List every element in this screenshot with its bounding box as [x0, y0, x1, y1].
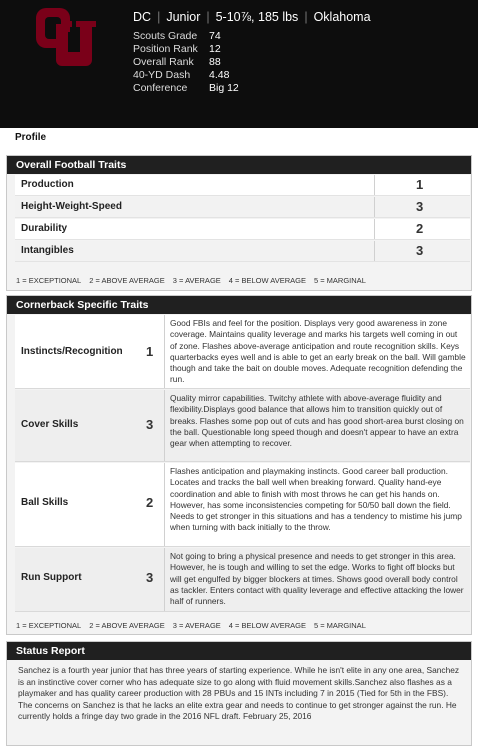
trait-name: Intangibles — [21, 245, 74, 256]
trait-row-height-weight-speed — [15, 197, 470, 218]
stat-label-scouts-grade: Scouts Grade — [133, 30, 198, 42]
separator: | — [157, 10, 161, 24]
cb-row-cover-skills — [15, 390, 470, 462]
grade-legend — [16, 621, 374, 630]
tab-underline — [0, 148, 478, 150]
cb-trait-description: Good FBIs and feel for the position. Displays very good awareness in zone coverage. Maintains quality leverage and marks his targets well coming in out of zone. Flashes above-average anticipation and route recognition skills. Keys quarterbacks eyes well and is able to get an early break on the ball. Will gamble though and take the bait on double moves. Adequate recognition defending the run. — [170, 318, 466, 385]
cb-trait-score: 3 — [146, 417, 154, 432]
trait-row-production — [15, 175, 470, 196]
trait-row-durability — [15, 219, 470, 240]
separator: | — [206, 10, 210, 24]
player-class: Junior — [166, 10, 201, 24]
cb-trait-score: 2 — [146, 495, 154, 510]
trait-name: Durability — [21, 223, 68, 234]
column-divider — [374, 241, 375, 261]
trait-row-intangibles — [15, 241, 470, 262]
legend-item: 2 = ABOVE AVERAGE — [89, 621, 165, 630]
legend-item: 5 = MARGINAL — [313, 276, 366, 285]
trait-name: Height-Weight-Speed — [21, 201, 122, 212]
stat-value-scouts-grade: 74 — [209, 30, 221, 42]
legend-item: 1 = EXCEPTIONAL — [16, 276, 82, 285]
trait-score: 1 — [416, 177, 424, 192]
cornerback-traits-title: Cornerback Specific Traits — [7, 296, 471, 314]
column-divider — [374, 197, 375, 217]
legend-item: 3 = AVERAGE — [172, 621, 221, 630]
column-divider — [164, 390, 165, 461]
player-summary — [133, 10, 371, 24]
legend-item: 5 = MARGINAL — [313, 621, 366, 630]
trait-score: 3 — [416, 243, 424, 258]
tab-profile[interactable]: Profile — [7, 128, 54, 148]
stat-value-40yd-dash: 4.48 — [209, 69, 230, 81]
cb-trait-name: Instincts/Recognition — [21, 346, 123, 357]
trait-score: 3 — [416, 199, 424, 214]
cb-trait-name: Cover Skills — [21, 419, 79, 430]
cb-trait-score: 3 — [146, 570, 154, 585]
legend-item: 3 = AVERAGE — [172, 276, 221, 285]
legend-item: 2 = ABOVE AVERAGE — [89, 276, 165, 285]
cb-row-instincts — [15, 315, 470, 389]
column-divider — [164, 463, 165, 546]
stat-label-40yd-dash: 40-YD Dash — [133, 69, 191, 81]
tab-conversation[interactable]: Conversation — [61, 132, 125, 143]
player-school: Oklahoma — [313, 10, 371, 24]
legend-item: 1 = EXCEPTIONAL — [16, 621, 82, 630]
column-divider — [374, 219, 375, 239]
player-header — [0, 0, 478, 128]
separator: | — [304, 10, 308, 24]
legend-item: 4 = BELOW AVERAGE — [228, 276, 306, 285]
cb-trait-name: Run Support — [21, 572, 82, 583]
status-report-title: Status Report — [7, 642, 471, 660]
overall-traits-title: Overall Football Traits — [7, 156, 471, 174]
cb-trait-score: 1 — [146, 344, 154, 359]
status-report-text: Sanchez is a fourth year junior that has three years of starting experience. While he isn't elite in any one area, Sanchez is an instinctive cover corner who has adequate size to go along with fluid movement skills.Sanchez also flashes as a playmaker and has quality career production with 28 PBUs and 15 INTs including 7 in 2015 (Tied for 5th in the FBS). The concerns on Sanchez is that he lacks an elite extra gear and needs to continue to get stronger against the run. He currently holds a fringe day two grade in the 2016 NFL draft. February 25, 2016 — [18, 665, 460, 721]
trait-score: 2 — [416, 221, 424, 236]
grade-legend — [16, 276, 374, 285]
column-divider — [164, 315, 165, 388]
player-size: 5-10⅞, 185 lbs — [215, 10, 299, 24]
cb-trait-description: Flashes anticipation and playmaking instincts. Good career ball production. Locates and tracks the ball well when breaking forward. Quality hand-eye coordination and able to finish with most throws he can get his hands on. However, has some inconsistencies competing for 50/50 ball down the field. Needs to get stronger in this situations and has a tendency to mistime his jump when turning with back initially to the throw. — [170, 466, 462, 533]
cb-trait-description: Quality mirror capabilities. Twitchy athlete with above-average fluidity and flexibility.Displays good balance that allows him to transition quickly out of breaks. Flashes some pop out of cuts and has good short-area burst closing on the ball. Questionable long speed though and doesn't appear to have an extra gear when attempting to recover. — [170, 393, 464, 449]
cb-row-ball-skills — [15, 463, 470, 547]
stat-value-conference: Big 12 — [209, 82, 239, 94]
stat-label-position-rank: Position Rank — [133, 43, 198, 55]
column-divider — [374, 175, 375, 195]
cb-trait-name: Ball Skills — [21, 497, 69, 508]
player-position: DC — [133, 10, 152, 24]
legend-item: 4 = BELOW AVERAGE — [228, 621, 306, 630]
stat-value-position-rank: 12 — [209, 43, 221, 55]
column-divider — [164, 548, 165, 611]
cb-trait-description: Not going to bring a physical presence and needs to get stronger in this area. However, he is tough and willing to set the edge. Works to fight off blocks but will get engulfed by bigger blockers at times. Shows good overall body control as tackler. Enters contact with quality leverage and effective attacking the lower half of runners. — [170, 551, 464, 607]
team-logo — [34, 4, 96, 70]
cb-row-run-support — [15, 548, 470, 612]
stat-label-conference: Conference — [133, 82, 188, 94]
stat-value-overall-rank: 88 — [209, 56, 221, 68]
stat-label-overall-rank: Overall Rank — [133, 56, 194, 68]
trait-name: Production — [21, 179, 74, 190]
